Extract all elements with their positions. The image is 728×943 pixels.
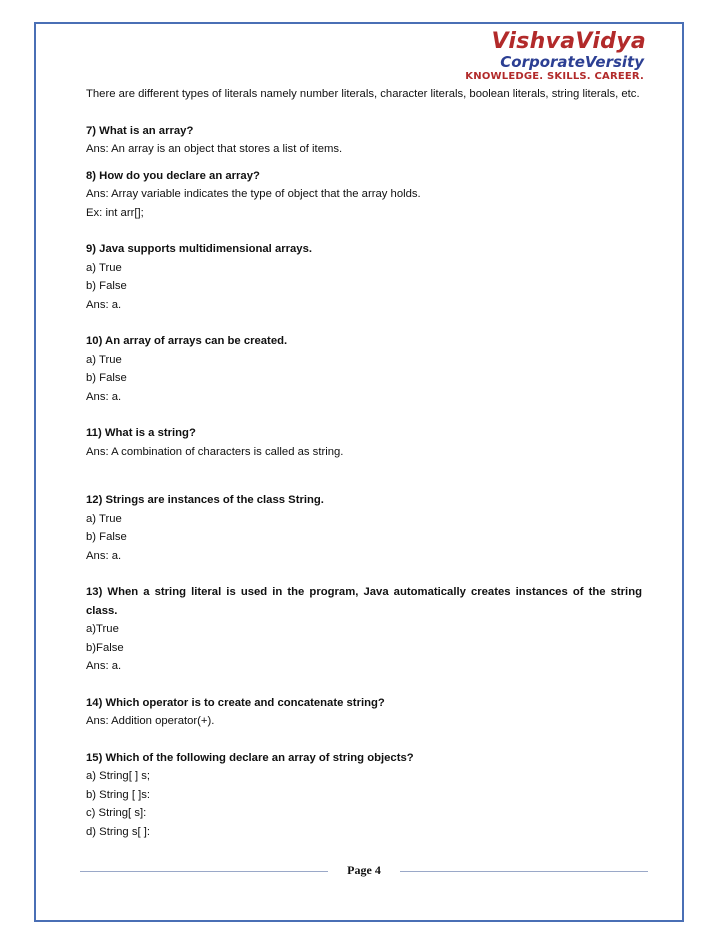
question-text: 12) Strings are instances of the class String.: [86, 494, 324, 506]
page-number: Page 4: [347, 863, 381, 877]
option-a: a) True: [86, 261, 122, 274]
question-text: 14) Which operator is to create and concatenate string?: [86, 696, 385, 709]
option-b: b) False: [86, 372, 127, 384]
logo-tagline: KNOWLEDGE. SKILLS. CAREER.: [465, 71, 644, 82]
option-b: b) False: [86, 531, 127, 543]
question-11: [86, 424, 642, 461]
logo: [465, 30, 646, 83]
option-a: a) True: [86, 353, 122, 366]
question-14: [86, 694, 642, 731]
question-9: [86, 240, 642, 314]
answer-text: Ans: A combination of characters is called as string.: [86, 445, 344, 458]
option-a: a)True: [86, 623, 119, 635]
option-c: c) String[ s]:: [86, 807, 147, 819]
question-8: [86, 167, 642, 223]
question-7: [86, 122, 642, 159]
question-12: [86, 491, 642, 565]
answer-text: Ans: a.: [86, 298, 122, 311]
footer-rule-right: [400, 871, 648, 872]
answer-text: Ans: a.: [86, 660, 122, 672]
option-b: b) False: [86, 280, 127, 292]
answer-text: Ans: An array is an object that stores a list of items.: [86, 143, 343, 155]
answer-text: Ans: a.: [86, 390, 122, 403]
question-text: 7) What is an array?: [86, 124, 194, 137]
logo-subtitle: CorporateVersity: [500, 53, 644, 71]
option-b: b) String [ ]s:: [86, 788, 151, 801]
question-10: [86, 332, 642, 406]
question-text: 10) An array of arrays can be created.: [86, 335, 288, 347]
question-15: [86, 749, 642, 842]
option-d: d) String s[ ]:: [86, 825, 151, 838]
footer-rule-left: [80, 871, 328, 872]
question-13: [86, 583, 642, 676]
logo-brand: VishvaVidya: [491, 29, 646, 54]
question-text: 15) Which of the following declare an array of string objects?: [86, 751, 414, 764]
page-footer: [80, 862, 648, 882]
answer-text: Ans: Array variable indicates the type of object that the array holds.: [86, 188, 421, 200]
option-a: a) String[ ] s;: [86, 770, 151, 782]
intro-paragraph: There are different types of literals namely number literals, character literals, boolean literals, string literals, etc.: [86, 88, 640, 100]
option-a: a) True: [86, 512, 122, 525]
question-text: 9) Java supports multidimensional arrays.: [86, 243, 313, 255]
question-text: 8) How do you declare an array?: [86, 169, 260, 182]
document-content: [86, 85, 642, 841]
question-text: 13) When a string literal is used in the program, Java automatically creates instances of the string class.: [86, 586, 642, 617]
answer-text: Ans: Addition operator(+).: [86, 715, 215, 727]
option-b: b)False: [86, 641, 124, 654]
answer-text: Ans: a.: [86, 549, 122, 562]
example-text: Ex: int arr[];: [86, 206, 144, 219]
question-text: 11) What is a string?: [86, 427, 196, 439]
